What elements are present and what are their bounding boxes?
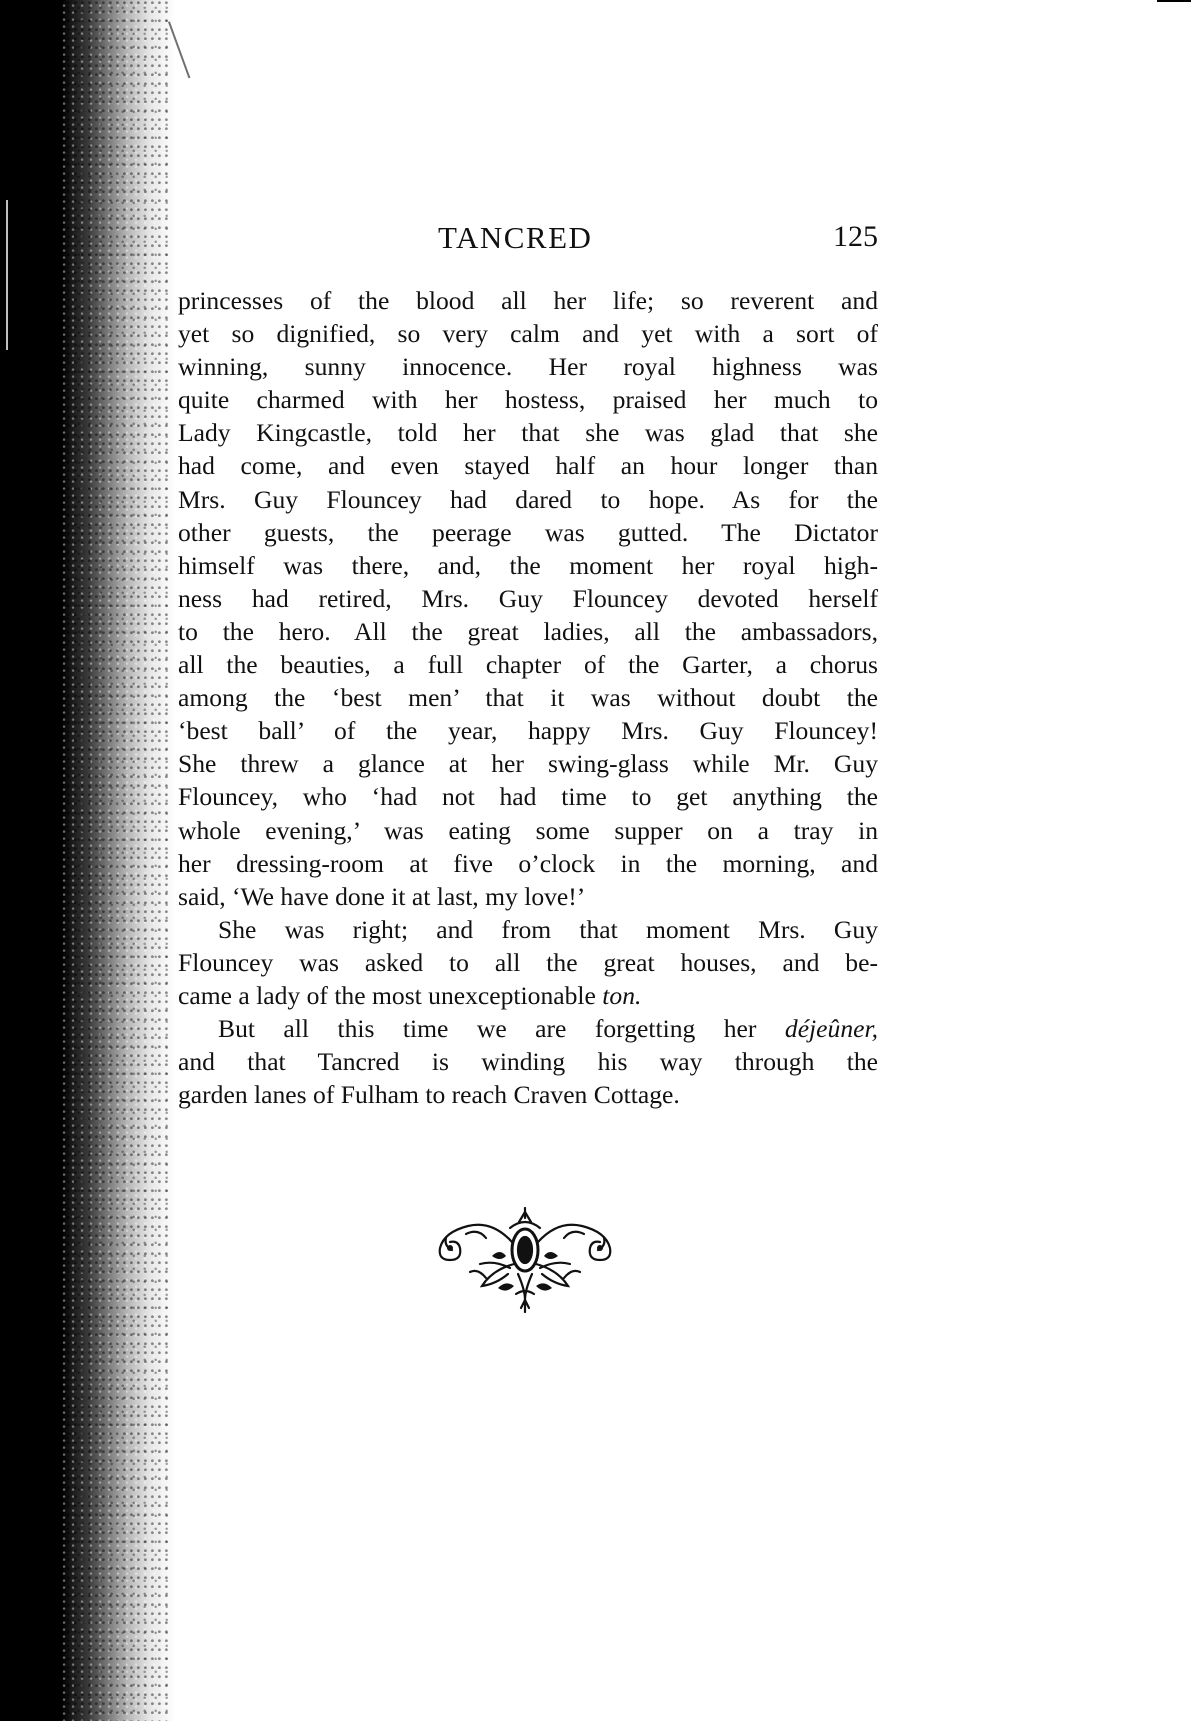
gutter-texture (60, 0, 170, 1721)
text-line: ‘best ball’ of the year, happy Mrs. Guy Flouncey! (178, 716, 878, 746)
text-line: himself was there, and, the moment her royal high- (178, 550, 878, 580)
text-line: winning, sunny innocence. Her royal highness was (178, 352, 878, 382)
running-title: TANCRED (438, 220, 593, 255)
corner-mark (1157, 0, 1191, 2)
text-line (178, 1012, 878, 1045)
text-line: and that Tancred is winding his way through the (178, 1047, 878, 1077)
text-segment: But all this time we are forgetting her (218, 1014, 785, 1044)
page-number: 125 (833, 220, 878, 253)
text-line: whole evening,’ was eating some supper on a tray in (178, 815, 878, 845)
text-line: Flouncey, who ‘had not had time to get anything the (178, 782, 878, 812)
text-line: Mrs. Guy Flouncey had dared to hope. As for the (178, 484, 878, 514)
italic-word-dejeuner: déjeûner, (784, 1014, 878, 1044)
text-line: Lady Kingcastle, told her that she was glad that she (178, 418, 878, 448)
text-line: quite charmed with her hostess, praised her much to (178, 385, 878, 415)
text-line: ness had retired, Mrs. Guy Flouncey devoted herself (178, 583, 878, 613)
text-line: said, ‘We have done it at last, my love!’ (178, 881, 586, 911)
paragraph-3 (178, 1012, 878, 1111)
paragraph-2 (178, 913, 878, 1012)
text-line: yet so dignified, so very calm and yet with a sort of (178, 319, 878, 349)
text-line: had come, and even stayed half an hour longer than (178, 451, 878, 481)
body-text (178, 284, 878, 1111)
italic-word-ton: ton. (602, 980, 642, 1010)
text-line (178, 979, 878, 1012)
text-line: among the ‘best men’ that it was without doubt the (178, 683, 878, 713)
text-line: princesses of the blood all her life; so reverent and (178, 286, 878, 315)
text-line: other guests, the peerage was gutted. The Dictator (178, 517, 878, 547)
text-line: She threw a glance at her swing-glass while Mr. Guy (178, 749, 878, 779)
text-line: her dressing-room at five o’clock in the morning, and (178, 848, 878, 878)
text-line: garden lanes of Fulham to reach Craven Cottage. (178, 1080, 680, 1110)
text-segment: came a lady of the most unexceptionable (178, 980, 603, 1010)
text-line: all the beauties, a full chapter of the Garter, a chorus (178, 650, 878, 680)
text-line: to the hero. All the great ladies, all the ambassadors, (178, 616, 878, 646)
text-line: She was right; and from that moment Mrs. Guy (218, 914, 878, 944)
paragraph-1 (178, 284, 878, 913)
floral-tailpiece-icon (422, 1198, 628, 1316)
gutter-highlight (6, 200, 8, 350)
text-line: Flouncey was asked to all the great houses, and be- (178, 947, 878, 977)
running-head (178, 220, 878, 260)
